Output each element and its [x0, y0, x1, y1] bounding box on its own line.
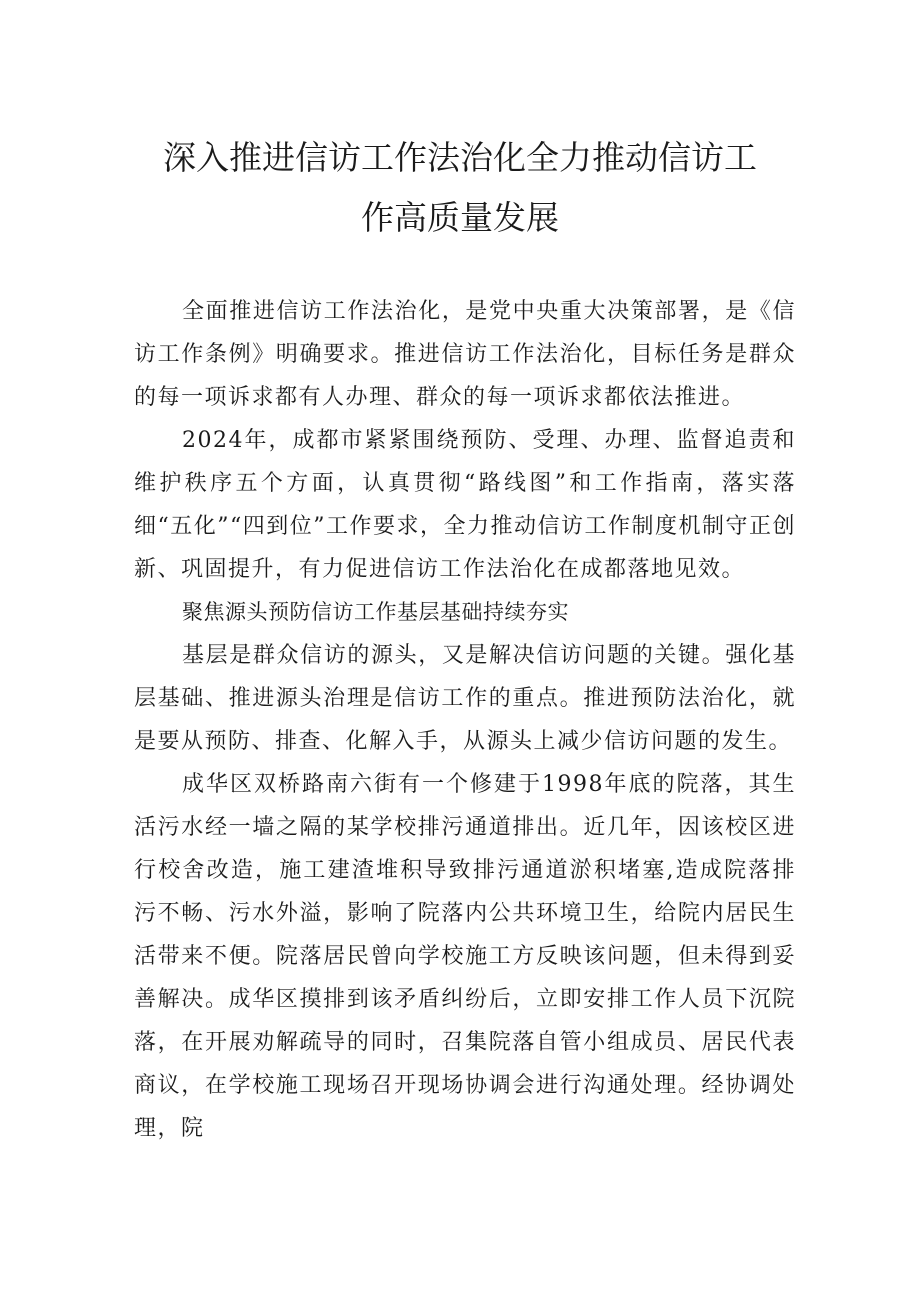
paragraph-case-chenghua: 成华区双桥路南六街有一个修建于1998年底的院落，其生活污水经一墙之隔的某学校排污通道排出。近几年，因该校区进行校舍改造，施工建渣堆积导致排污通道淤积堵塞,造成院落排污不畅、污水外溢，影响了院落内公共环境卫生，给院内居民生活带来不便。院落居民曾向学校施工方反映该问题，但未得到妥善解决。成华区摸排到该矛盾纠纷后，立即安排工作人员下沉院落，在开展劝解疏导的同时，召集院落自管小组成员、居民代表商议，在学校施工现场召开现场协调会进行沟通处理。经协调处理，院	[134, 772, 796, 1141]
paragraph-intro: 全面推进信访工作法治化，是党中央重大决策部署，是《信访工作条例》明确要求。推进信访工作法治化，目标任务是群众的每一项诉求都有人办理、群众的每一项诉求都依法推进。	[134, 299, 796, 410]
paragraph-grassroots: 基层是群众信访的源头，又是解决信访问题的关键。强化基层基础、推进源头治理是信访工作的重点。推进预防法治化，就是要从预防、排查、化解入手，从源头上减少信访问题的发生。	[134, 643, 796, 754]
paragraph-2024-summary: 2024年，成都市紧紧围绕预防、受理、办理、监督追责和维护秩序五个方面，认真贯彻“路线图”和工作指南，落实落细“五化”“四到位”工作要求，全力推动信访工作制度机制守正创新、巩固提升，有力促进信访工作法治化在成都落地见效。	[134, 428, 796, 582]
title-line-2: 作高质量发展	[361, 198, 559, 237]
document-body	[134, 290, 796, 1150]
section-heading: 聚焦源头预防信访工作基层基础持续夯实	[182, 600, 569, 624]
title-line-1: 深入推进信访工作法治化全力推动信访工	[163, 138, 757, 177]
document-title	[120, 128, 800, 248]
